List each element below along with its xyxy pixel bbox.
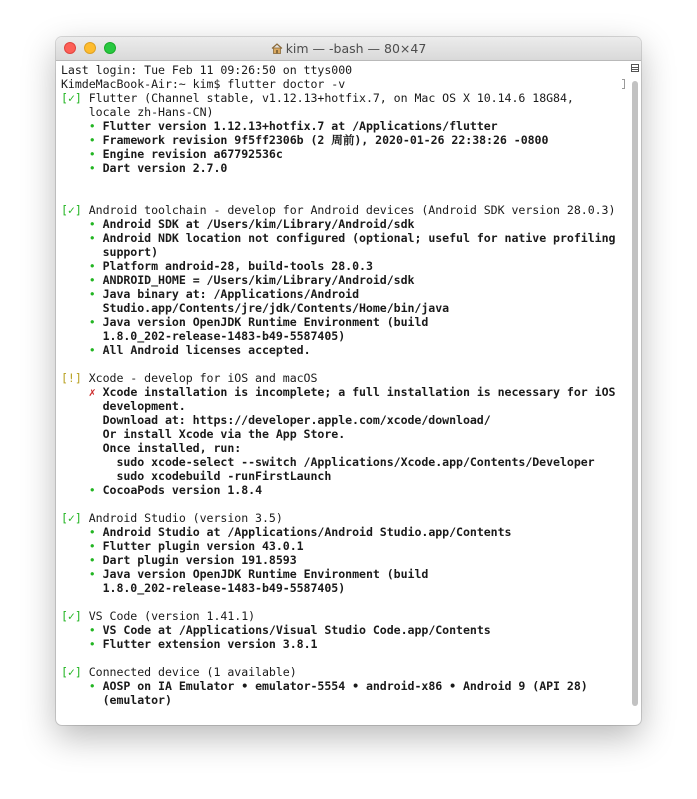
terminal-text: • [88, 259, 96, 273]
terminal-text [61, 273, 89, 287]
terminal-text: Java version OpenJDK Runtime Environment (build [95, 315, 429, 329]
terminal-line [61, 357, 629, 371]
terminal-text [61, 567, 89, 581]
terminal-line [61, 175, 629, 189]
terminal-text: Download at: https://developer.apple.com/xcode/download/ [61, 413, 491, 427]
terminal-line [61, 119, 629, 133]
terminal-line [61, 315, 629, 329]
terminal-text: • [88, 343, 96, 357]
terminal-text: ANDROID_HOME = /Users/kim/Library/Android/sdk [95, 273, 415, 287]
terminal-text: [✓] [61, 665, 82, 679]
terminal-line [61, 595, 629, 609]
terminal-text: All Android licenses accepted. [95, 343, 311, 357]
terminal-text: Or install Xcode via the App Store. [61, 427, 346, 441]
terminal-text [61, 679, 89, 693]
vertical-scrollbar[interactable] [629, 75, 641, 725]
terminal-text: 1.8.0_202-release-1483-b49-5587405) [61, 581, 346, 595]
terminal-text: support) [61, 245, 159, 259]
terminal-line [61, 105, 629, 119]
terminal-line [61, 525, 629, 539]
terminal-line [61, 259, 629, 273]
terminal-text: Dart version 2.7.0 [95, 161, 228, 175]
terminal-output[interactable] [56, 61, 629, 725]
terminal-text: Android Studio (version 3.5) [81, 511, 283, 525]
terminal-text [61, 343, 89, 357]
terminal-text: • [88, 539, 96, 553]
terminal-text: (emulator) [61, 693, 172, 707]
terminal-line [61, 623, 629, 637]
terminal-line [61, 567, 629, 581]
terminal-line [61, 511, 629, 525]
terminal-text: Once installed, run: [61, 441, 242, 455]
terminal-text: [✓] [61, 511, 82, 525]
terminal-text [61, 539, 89, 553]
terminal-text: ✗ [88, 385, 96, 399]
terminal-text: [✓] [61, 203, 82, 217]
terminal-text: • [88, 525, 96, 539]
terminal-text: • [88, 567, 96, 581]
terminal-text: development. [61, 399, 186, 413]
terminal-text [61, 385, 89, 399]
terminal-line [61, 385, 629, 399]
terminal-text: Connected device (1 available) [81, 665, 297, 679]
terminal-text: 1.8.0_202-release-1483-b49-5587405) [61, 329, 346, 343]
terminal-text: • [88, 119, 96, 133]
terminal-line [61, 301, 629, 315]
terminal-text: Xcode - develop for iOS and macOS [81, 371, 318, 385]
terminal-line [61, 217, 629, 231]
terminal-line [61, 455, 629, 469]
terminal-line [61, 679, 629, 693]
terminal-line [61, 441, 629, 455]
terminal-line [61, 497, 629, 511]
terminal-line [61, 343, 629, 357]
terminal-text: ] [74, 91, 82, 105]
window-title: kim — -bash — 80×47 [285, 41, 427, 56]
terminal-text [61, 147, 89, 161]
terminal-text: [✓] [61, 609, 82, 623]
terminal-line [61, 231, 629, 245]
terminal-text: Flutter (Channel stable, v1.12.13+hotfix.7, on Mac OS X 10.14.6 18G84, [81, 91, 574, 105]
terminal-text: sudo xcode-select --switch /Applications/Xcode.app/Contents/Developer [61, 455, 595, 469]
terminal-line [61, 413, 629, 427]
terminal-text: Flutter version 1.12.13+hotfix.7 at /Applications/flutter [95, 119, 498, 133]
terminal-text: sudo xcodebuild -runFirstLaunch [61, 469, 332, 483]
terminal-line [61, 77, 629, 91]
terminal-text [61, 231, 89, 245]
terminal-text: • [88, 287, 96, 301]
terminal-text: • [88, 623, 96, 637]
terminal-line [61, 693, 629, 707]
terminal-line [61, 329, 629, 343]
terminal-text [61, 637, 89, 651]
terminal-line [61, 133, 629, 147]
terminal-line [61, 539, 629, 553]
terminal-text: • [88, 147, 96, 161]
terminal-window [56, 37, 641, 725]
terminal-line [61, 469, 629, 483]
terminal-line [61, 147, 629, 161]
title-bar[interactable] [56, 37, 641, 61]
terminal-text: Android NDK location not configured (optional; useful for native profiling [95, 231, 616, 245]
terminal-text: • [88, 231, 96, 245]
terminal-text: Platform android-28, build-tools 28.0.3 [95, 259, 373, 273]
terminal-text: Java version OpenJDK Runtime Environment (build [95, 567, 429, 581]
window-title-area [56, 37, 641, 60]
terminal-line [61, 91, 629, 105]
split-icon [631, 64, 639, 72]
terminal-text: Android Studio at /Applications/Android Studio.app/Contents [95, 525, 512, 539]
terminal-text: Last login: Tue Feb 11 09:26:50 on ttys000 [61, 63, 353, 77]
terminal-line [61, 651, 629, 665]
terminal-text: • [88, 483, 96, 497]
terminal-text: locale zh-Hans-CN) [61, 105, 214, 119]
terminal-text: Android SDK at /Users/kim/Library/Android/sdk [95, 217, 415, 231]
terminal-text [61, 623, 89, 637]
terminal-text: KimdeMacBook-Air:~ kim$ flutter doctor -v [61, 77, 346, 91]
terminal-line [61, 189, 629, 203]
home-icon [271, 38, 283, 61]
terminal-line [61, 483, 629, 497]
terminal-text: Xcode installation is incomplete; a full installation is necessary for iOS [95, 385, 616, 399]
line-marker [622, 79, 625, 89]
terminal-text: Flutter extension version 3.8.1 [95, 637, 318, 651]
terminal-line [61, 581, 629, 595]
terminal-text: VS Code at /Applications/Visual Studio Code.app/Contents [95, 623, 491, 637]
terminal-text: Java binary at: /Applications/Android [95, 287, 360, 301]
terminal-text [61, 259, 89, 273]
terminal-text [61, 553, 89, 567]
terminal-text [61, 119, 89, 133]
terminal-text: • [88, 679, 96, 693]
terminal-line [61, 665, 629, 679]
terminal-line [61, 273, 629, 287]
terminal-line [61, 399, 629, 413]
terminal-text: ✓ [67, 91, 75, 105]
terminal-line [61, 203, 629, 217]
terminal-line [61, 371, 629, 385]
terminal-text [61, 217, 89, 231]
terminal-text: • [88, 553, 96, 567]
terminal-text [61, 315, 89, 329]
terminal-text [61, 161, 89, 175]
terminal-text: CocoaPods version 1.8.4 [95, 483, 262, 497]
terminal-text: Dart plugin version 191.8593 [95, 553, 297, 567]
terminal-text: Android toolchain - develop for Android devices (Android SDK version 28.0.3) [81, 203, 616, 217]
terminal-line [61, 161, 629, 175]
terminal-text [61, 287, 89, 301]
terminal-line [61, 245, 629, 259]
terminal-text: [ [61, 91, 68, 105]
terminal-text [61, 483, 89, 497]
terminal-text: [!] [61, 371, 82, 385]
terminal-line [61, 287, 629, 301]
split-pane-button[interactable] [629, 61, 641, 75]
terminal-text [61, 525, 89, 539]
terminal-text [61, 133, 89, 147]
terminal-line [61, 553, 629, 567]
scrollbar-thumb[interactable] [632, 81, 638, 706]
terminal-line [61, 427, 629, 441]
terminal-text: AOSP on IA Emulator • emulator-5554 • android-x86 • Android 9 (API 28) [95, 679, 588, 693]
terminal-line [61, 609, 629, 623]
terminal-line [61, 637, 629, 651]
terminal-text: Flutter plugin version 43.0.1 [95, 539, 304, 553]
terminal-text: Engine revision a67792536c [95, 147, 283, 161]
terminal-text: VS Code (version 1.41.1) [81, 609, 256, 623]
terminal-text: • [88, 161, 96, 175]
terminal-text: • [88, 217, 96, 231]
terminal-text: Studio.app/Contents/jre/jdk/Contents/Home/bin/java [61, 301, 450, 315]
terminal-text: • [88, 637, 96, 651]
terminal-line [61, 63, 629, 77]
terminal-text: • [88, 133, 96, 147]
terminal-text: • [88, 273, 96, 287]
terminal-text: • [88, 315, 96, 329]
terminal-text: Framework revision 9f5ff2306b (2 周前), 2020-01-26 22:38:26 -0800 [95, 133, 549, 147]
